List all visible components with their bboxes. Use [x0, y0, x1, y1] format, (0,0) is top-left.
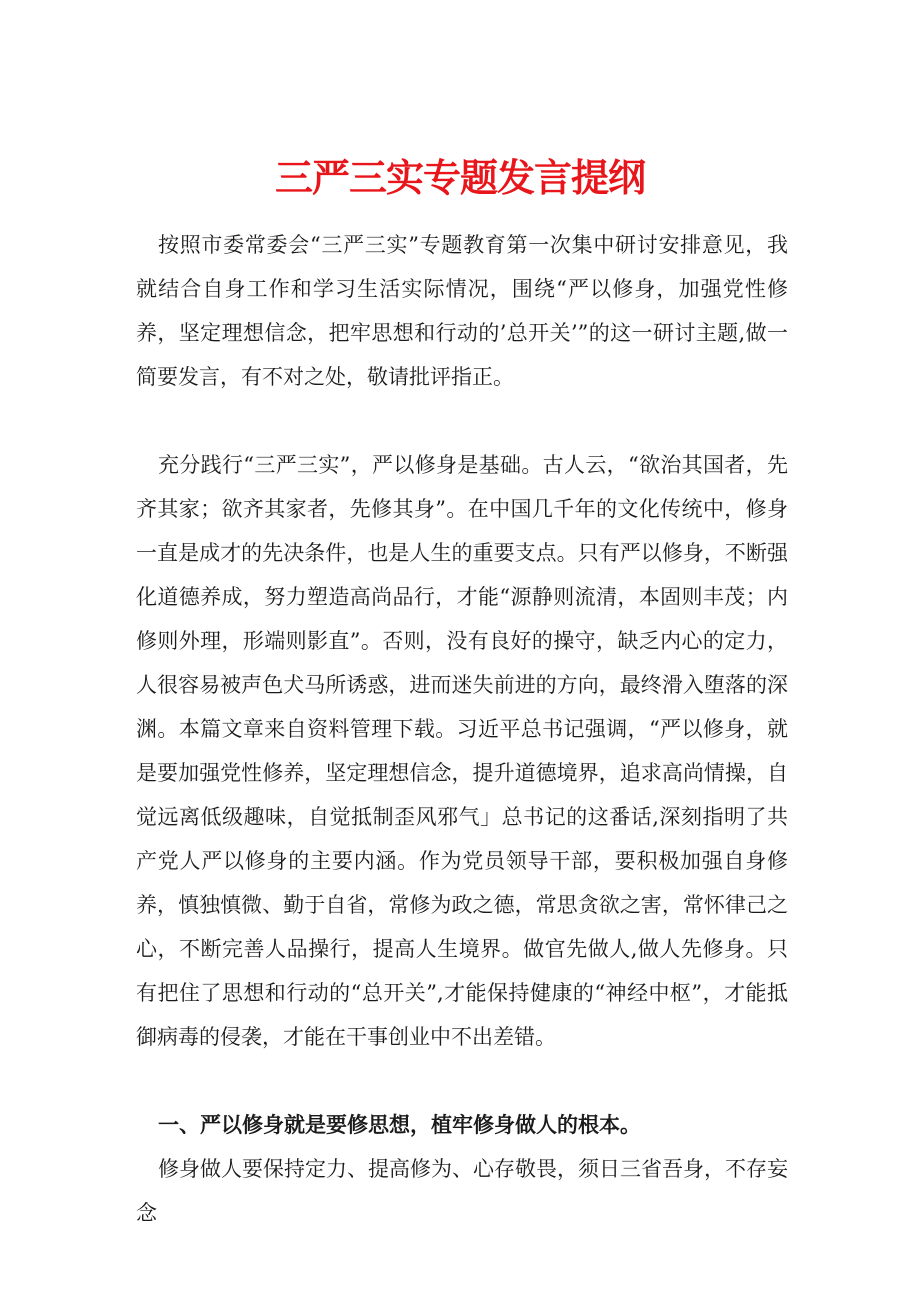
document-title: 三严三实专题发言提纲 — [274, 156, 645, 201]
section-heading: 一、严以修身就是要修思想，植牢修身做人的根本。 — [158, 1113, 641, 1137]
body-paragraph: 充分践行“三严三实”，严以修身是基础。古人云，“欲治其国者，先齐其家；欲齐其家者，先修其身”。在中国几千年的文化传统中，修身一直是成才的先决条件，也是人生的重要支点。只有严以修身，不断强化道德养成，努力塑造高尚品行，才能“源静则流清，本固则丰茂；内修则外理，形端则影直”。否则，没有良好的操守，缺乏内心的定力，人很容易被声色犬马所诱惑，进而迷失前进的方向，最终滑入堕落的深渊。本篇文章来自资料管理下载。习近平总书记强调，“严以修身，就是要加强党性修养，坚定理想信念，提升道德境界，追求高尚情操，自觉远离低级趣味，自觉抵制歪风邪气」总书记的这番话,深刻指明了共产党人严以修身的主要内涵。作为党员领导干部，要积极加强自身修养，慎独慎微、勤于自省，常修为政之德，常思贪欲之害，常怀律己之心，不断完善人品操行，提高人生境界。做官先做人,做人先修身。只有把住了思想和行动的“总开关”,才能保持健康的“神经中枢”，才能抵御病毒的侵袭，才能在干事创业中不出差错。 — [136, 453, 788, 1049]
section-paragraph: 修身做人要保持定力、提高修为、心存敬畏，须日三省吾身，不存妄念 — [136, 1157, 788, 1225]
intro-paragraph: 按照市委常委会“三严三实”专题教育第一次集中研讨安排意见，我就结合自身工作和学习生活实际情况，围绕“严以修身，加强党性修养，坚定理想信念，把牢思想和行动的’总开关’”的这一研讨主题,做一简要发言，有不对之处，敬请批评指正。 — [136, 233, 788, 389]
